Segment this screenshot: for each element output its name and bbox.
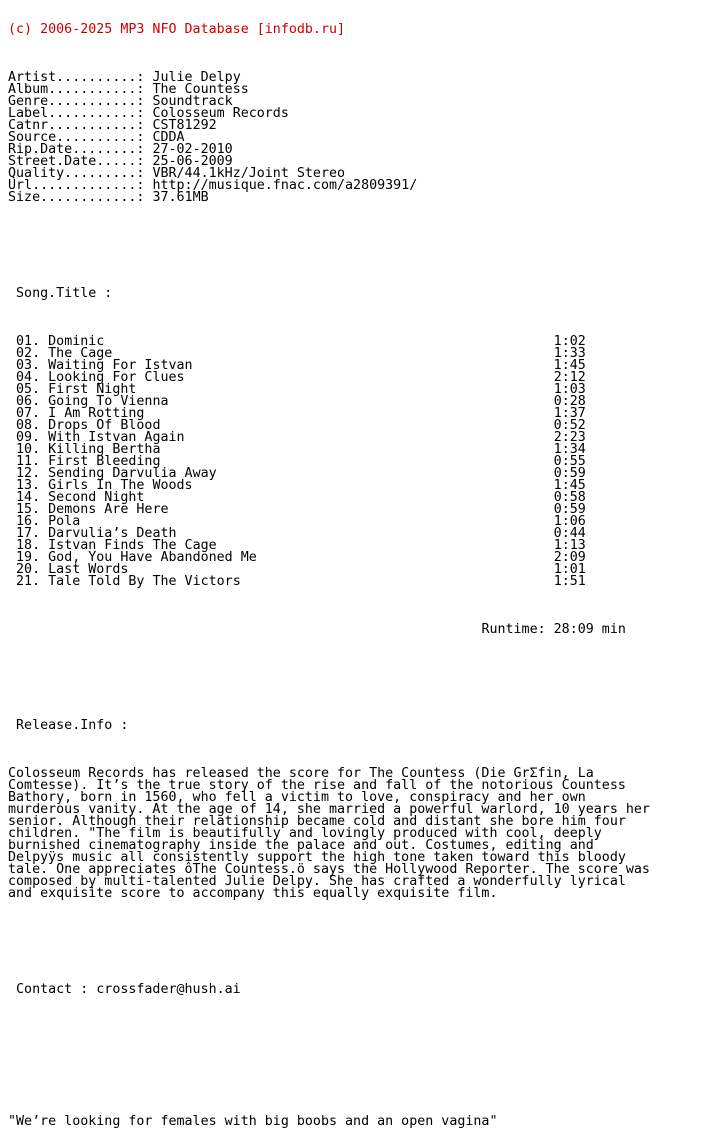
- track-number: 06.: [16, 394, 41, 409]
- track-title: Sending Darvulia Away: [48, 466, 217, 481]
- database-header: (c) 2006-2025 MP3 NFO Database [infodb.ru]: [8, 22, 346, 37]
- info-row: [8, 192, 720, 204]
- track-title: The Cage: [48, 346, 113, 361]
- track-title: With Istvan Again: [48, 430, 185, 445]
- info-label: Rip.Date........:: [8, 142, 145, 157]
- track-time: 1:06: [553, 514, 586, 529]
- release-description: [8, 768, 720, 900]
- track-number: 04.: [16, 370, 41, 385]
- track-title: Waiting For Istvan: [48, 358, 193, 373]
- track-title: Going To Vienna: [48, 394, 169, 409]
- closing-quote: "We’re looking for females with big boobs and an open vagina": [8, 1114, 498, 1129]
- release-line: tale. One appreciates ôThe Countess.ö says the Hollywood Reporter. The score was: [8, 862, 650, 877]
- info-value: http://musique.fnac.com/a2809391/: [144, 178, 418, 193]
- info-label: Album...........:: [8, 82, 145, 97]
- spacer: [8, 936, 720, 948]
- info-value: 37.61MB: [144, 190, 209, 205]
- track-time: 0:55: [553, 454, 586, 469]
- info-label: Catnr...........:: [8, 118, 145, 133]
- track-number: 16.: [16, 514, 41, 529]
- track-number: 17.: [16, 526, 41, 541]
- spacer: [8, 1068, 720, 1080]
- track-number: 15.: [16, 502, 41, 517]
- info-value: Colosseum Records: [144, 106, 289, 121]
- release-line: Comtesse). It’s the true story of the rise and fall of the notorious Countess: [8, 778, 626, 793]
- track-title: Darvulia’s Death: [48, 526, 177, 541]
- track-number: 21.: [16, 574, 41, 589]
- track-title: Last Words: [48, 562, 129, 577]
- track-title: Demons Are Here: [48, 502, 169, 517]
- track-time: 0:59: [553, 466, 586, 481]
- track-number: 20.: [16, 562, 41, 577]
- track-title: Girls In The Woods: [48, 478, 193, 493]
- info-value: 27-02-2010: [144, 142, 233, 157]
- track-row: [8, 576, 720, 588]
- track-number: 18.: [16, 538, 41, 553]
- track-time: 1:45: [553, 478, 586, 493]
- track-time: 1:01: [553, 562, 586, 577]
- track-time: 1:33: [553, 346, 586, 361]
- track-title: Looking For Clues: [48, 370, 185, 385]
- release-line: burnished cinematography inside the palace and out. Costumes, editing and: [8, 838, 594, 853]
- info-value: Soundtrack: [144, 94, 233, 109]
- track-time: 1:03: [553, 382, 586, 397]
- track-time: 1:37: [553, 406, 586, 421]
- track-title: God, You Have Abandoned Me: [48, 550, 257, 565]
- track-number: 02.: [16, 346, 41, 361]
- nfo-document: [8, 0, 720, 1140]
- release-line: murderous vanity. At the age of 14, she married a powerful warlord, 10 years her: [8, 802, 650, 817]
- info-value: CDDA: [144, 130, 185, 145]
- track-title: Pola: [48, 514, 81, 529]
- track-number: 03.: [16, 358, 41, 373]
- runtime-line: [8, 624, 720, 636]
- info-label: Source..........:: [8, 130, 145, 145]
- runtime-value: Runtime: 28:09 min: [481, 622, 626, 637]
- track-time: 1:13: [553, 538, 586, 553]
- track-title: Dominic: [48, 334, 105, 349]
- track-time: 1:34: [553, 442, 586, 457]
- track-time: 2:09: [553, 550, 586, 565]
- track-time: 0:59: [553, 502, 586, 517]
- tracklist: [8, 336, 720, 588]
- track-time: 2:12: [553, 370, 586, 385]
- release-line: Bathory, born in 1560, who fell a victim to love, conspiracy and her own: [8, 790, 586, 805]
- release-line: composed by multi-talented Julie Delpy. She has crafted a wonderfully lyrical: [8, 874, 626, 889]
- track-time: 0:44: [553, 526, 586, 541]
- release-line: and exquisite score to accompany this equally exquisite film.: [8, 886, 498, 901]
- track-number: 08.: [16, 418, 41, 433]
- info-value: CST81292: [144, 118, 217, 133]
- track-number: 14.: [16, 490, 41, 505]
- release-info-heading: Release.Info :: [8, 718, 129, 733]
- track-number: 01.: [16, 334, 41, 349]
- spacer: [8, 240, 720, 252]
- track-title: I Am Rotting: [48, 406, 145, 421]
- track-time: 2:23: [553, 430, 586, 445]
- release-line: Colosseum Records has released the score for The Countess (Die GrΣfin, La: [8, 766, 594, 781]
- track-title: Tale Told By The Victors: [48, 574, 241, 589]
- track-time: 1:45: [553, 358, 586, 373]
- release-line: senior. Although their relationship became cold and distant she bore him four: [8, 814, 626, 829]
- info-label: Street.Date.....:: [8, 154, 145, 169]
- track-number: 05.: [16, 382, 41, 397]
- track-number: 13.: [16, 478, 41, 493]
- release-line: children. "The film is beautifully and lovingly produced with cool, deeply: [8, 826, 602, 841]
- info-label: Url.............:: [8, 178, 145, 193]
- track-time: 0:28: [553, 394, 586, 409]
- info-label: Quality.........:: [8, 166, 145, 181]
- track-time: 1:02: [553, 334, 586, 349]
- release-line: Delpyÿs music all consistently support the high tone taken toward this bloody: [8, 850, 626, 865]
- track-number: 11.: [16, 454, 41, 469]
- tracklist-heading: Song.Title :: [8, 286, 113, 301]
- track-number: 19.: [16, 550, 41, 565]
- track-time: 0:52: [553, 418, 586, 433]
- track-number: 07.: [16, 406, 41, 421]
- track-title: Killing Bertha: [48, 442, 161, 457]
- info-value: The Countess: [144, 82, 249, 97]
- info-label: Artist..........:: [8, 70, 145, 85]
- spacer: [8, 672, 720, 684]
- track-title: First Bleeding: [48, 454, 161, 469]
- info-value: Julie Delpy: [144, 70, 241, 85]
- track-time: 0:58: [553, 490, 586, 505]
- info-label: Genre...........:: [8, 94, 145, 109]
- track-title: Second Night: [48, 490, 145, 505]
- track-number: 10.: [16, 442, 41, 457]
- info-label: Label...........:: [8, 106, 145, 121]
- info-label: Size............:: [8, 190, 145, 205]
- track-time: 1:51: [553, 574, 586, 589]
- track-number: 09.: [16, 430, 41, 445]
- track-title: First Night: [48, 382, 137, 397]
- track-title: Drops Of Blood: [48, 418, 161, 433]
- info-value: VBR/44.1kHz/Joint Stereo: [144, 166, 346, 181]
- contact-line: Contact : crossfader@hush.ai: [8, 982, 241, 997]
- track-number: 12.: [16, 466, 41, 481]
- info-value: 25-06-2009: [144, 154, 233, 169]
- track-title: Istvan Finds The Cage: [48, 538, 217, 553]
- release-info-fields: [8, 72, 720, 204]
- spacer: [8, 1032, 720, 1044]
